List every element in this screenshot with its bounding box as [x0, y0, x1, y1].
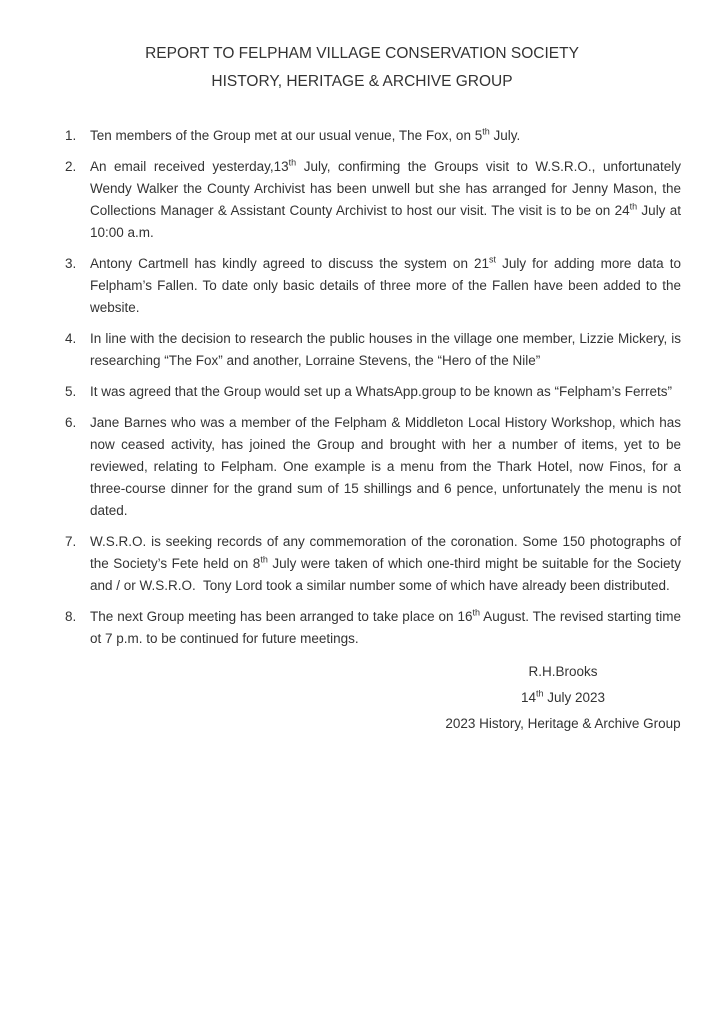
item-text	[90, 328, 681, 372]
item-text	[90, 125, 681, 147]
report-item-list	[65, 125, 681, 650]
signature-block	[443, 659, 683, 737]
signature-name	[443, 659, 683, 685]
document-header	[0, 0, 724, 95]
text-segment: An email received yesterday,13	[90, 159, 289, 174]
item-number: 5.	[65, 384, 77, 399]
text-segment: August. The revised starting time ot 7 p.m. to be continued for future meetings.	[90, 609, 681, 646]
text-segment: It was agreed that the Group would set up a WhatsApp.group to be known as “Felpham’s Ferrets”	[90, 384, 673, 399]
text-segment: Jane Barnes who was a member of the Felpham & Middleton Local History Workshop, which has now ceased activity, has joined the Group and brought with her a number of items, yet to be reviewed, relating to Felpham. One example is a menu from the Thark Hotel, now Finos, for a three-course dinner for the grand sum of 15 shillings and 6 pence, unfortunately the menu is not dated.	[90, 415, 681, 518]
ordinal-superscript: th	[535, 688, 544, 699]
text-segment: Antony Cartmell has kindly agreed to discuss the system on 21	[90, 256, 490, 271]
text-segment: The next Group meeting has been arranged to take place on 16	[90, 609, 473, 624]
list-item	[65, 328, 681, 372]
ordinal-superscript: th	[482, 126, 490, 137]
text-segment: 14	[520, 690, 536, 705]
text-segment: July at 10:00 a.m.	[90, 203, 681, 240]
item-number: 4.	[65, 331, 77, 346]
signature-date	[443, 685, 683, 711]
list-item	[65, 381, 681, 403]
item-number: 2.	[65, 159, 77, 174]
item-number: 7.	[65, 534, 77, 549]
text-segment: R.H.Brooks	[528, 664, 598, 679]
list-item	[65, 606, 681, 650]
item-text	[90, 156, 681, 244]
text-segment: July.	[489, 128, 521, 143]
item-text	[90, 606, 681, 650]
list-item	[65, 412, 681, 522]
list-item	[65, 531, 681, 597]
report-title-line2: HISTORY, HERITAGE & ARCHIVE GROUP	[211, 72, 513, 90]
item-number: 3.	[65, 256, 77, 271]
ordinal-superscript: st	[489, 254, 497, 265]
ordinal-superscript: th	[288, 157, 297, 168]
report-title-line1: REPORT TO FELPHAM VILLAGE CONSERVATION SOCIETY	[145, 45, 579, 62]
list-item	[65, 253, 681, 319]
item-text	[90, 531, 681, 597]
text-segment: July 2023	[543, 690, 606, 705]
text-segment: July for adding more data to Felpham’s Fallen. To date only basic details of three more of the Fallen have been added to the website.	[90, 256, 681, 315]
item-text	[90, 381, 681, 403]
item-number: 6.	[65, 415, 77, 430]
ordinal-superscript: th	[472, 607, 480, 618]
text-segment: July were taken of which one-third might be suitable for the Society and / or W.S.R.O. Tony Lord took a similar number some of which have already been distributed.	[90, 556, 681, 593]
signature-group	[443, 711, 683, 737]
item-text	[90, 412, 681, 522]
item-text	[90, 253, 681, 319]
ordinal-superscript: th	[629, 201, 638, 212]
list-item	[65, 156, 681, 244]
item-number: 1.	[65, 128, 77, 143]
ordinal-superscript: th	[260, 554, 268, 565]
text-segment: W.S.R.O. is seeking records of any commemoration of the coronation. Some 150 photographs of the Society’s Fete held on 8	[90, 534, 681, 571]
text-segment: Ten members of the Group met at our usual venue, The Fox, on 5	[90, 128, 483, 143]
text-segment: In line with the decision to research the public houses in the village one member, Lizzie Mickery, is researching “The Fox” and another, Lorraine Stevens, the “Hero of the Nile”	[90, 331, 681, 368]
text-segment: July, confirming the Groups visit to W.S.R.O., unfortunately Wendy Walker the County Archivist has been unwell but she has arranged for Jenny Mason, the Collections Manager & Assistant County Archivist to host our visit. The visit is to be on 24	[90, 159, 681, 218]
list-item	[65, 125, 681, 147]
item-number: 8.	[65, 609, 77, 624]
text-segment: 2023 History, Heritage & Archive Group	[445, 716, 681, 731]
